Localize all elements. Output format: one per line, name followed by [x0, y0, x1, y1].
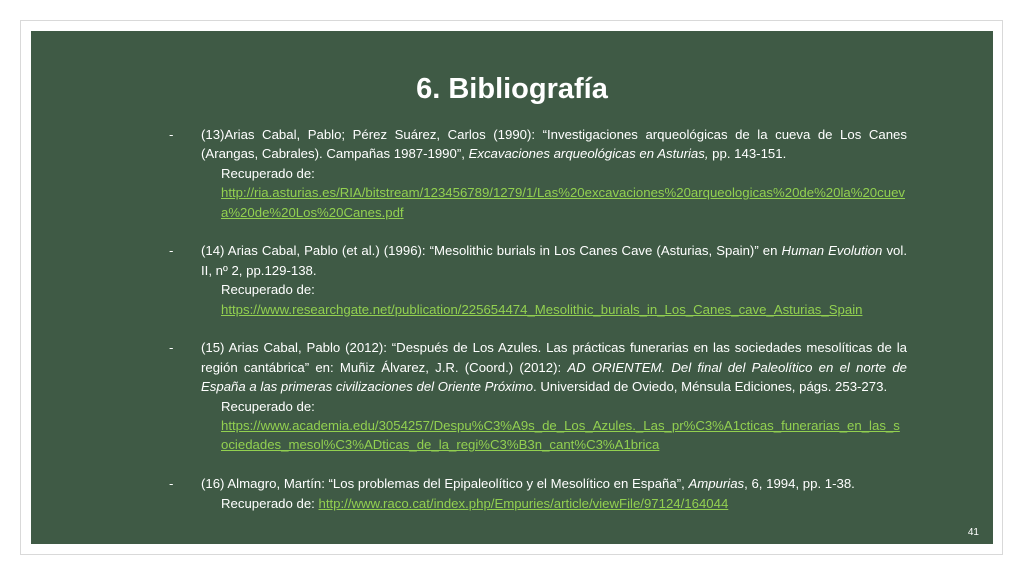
bibliography-entry-15	[169, 338, 907, 454]
recuperado-label: Recuperado de:	[221, 282, 315, 298]
citation-part: (16) Almagro, Martín: “Los problemas del Epipaleolítico y el Mesolítico en España”,	[201, 476, 689, 492]
recuperado-label: Recuperado de:	[221, 165, 315, 181]
recuperado-label: Recuperado de:	[221, 495, 319, 511]
source-link[interactable]: https://www.researchgate.net/publication/225654474_Mesolithic_burials_in_Los_Canes_cave_Asturias_Spain	[221, 301, 863, 317]
list-dash: -	[169, 476, 174, 492]
citation-italic: AD ORIENTEM. Del final del Paleolítico en el norte de España a las primeras civilizaciones del Oriente Próximo	[201, 359, 907, 395]
source-link[interactable]: http://www.raco.cat/index.php/Empuries/article/viewFile/97124/164044	[318, 495, 729, 511]
citation-italic: Human Evolution	[781, 243, 883, 259]
source-link[interactable]: http://ria.asturias.es/RIA/bitstream/123456789/1279/1/Las%20excavaciones%20arqueologicas%20de%20la%20cueva%20de%20Los%20Canes.pdf	[221, 185, 905, 220]
citation-text	[201, 125, 907, 164]
recuperado-line	[201, 494, 907, 513]
citation-part: . Universidad de Oviedo, Ménsula Ediciones, págs. 253-273.	[533, 379, 888, 395]
slide	[31, 31, 993, 544]
source-link[interactable]: https://www.academia.edu/3054257/Despu%C3%A9s_de_Los_Azules._Las_pr%C3%A1cticas_funerarias_en_las_sociedades_mesol%C3%ADticas_de_la_regi%C3%B3n_cant%C3%A1brica	[221, 418, 900, 453]
citation-part: , 6, 1994, pp. 1-38.	[744, 476, 855, 492]
bibliography-entry-14	[169, 241, 907, 319]
bibliography-list	[169, 125, 907, 513]
recuperado-label: Recuperado de:	[221, 398, 315, 414]
citation-text	[201, 241, 907, 280]
list-dash: -	[169, 340, 174, 356]
bibliography-entry-16	[169, 474, 907, 513]
citation-part: (14) Arias Cabal, Pablo (et al.) (1996): “Mesolithic burials in Los Canes Cave (Asturias, Spain)” en	[201, 243, 782, 259]
bibliography-entry-13	[169, 125, 907, 222]
citation-part: vol. II, nº 2, pp.129-138.	[201, 243, 907, 278]
citation-italic: Excavaciones arqueológicas en Asturias,	[468, 146, 709, 162]
citation-italic: Ampurias	[688, 476, 745, 492]
list-dash: -	[169, 243, 174, 259]
slide-title: 6. Bibliografía	[416, 73, 608, 105]
citation-text	[201, 474, 907, 493]
citation-text	[201, 338, 907, 396]
citation-part: (13)Arias Cabal, Pablo; Pérez Suárez, Carlos (1990): “Investigaciones arqueológicas de la cueva de Los Canes (Arangas, Cabrales). Campañas 1987-1990”,	[201, 127, 907, 162]
page-number: 41	[967, 527, 979, 538]
citation-part: pp. 143-151.	[708, 146, 787, 162]
citation-part: (15) Arias Cabal, Pablo (2012): “Después de Los Azules. Las prácticas funerarias en las sociedades mesolíticas de la región cantábrica” en: Muñiz Álvarez, J.R. (Coord.) (2012):	[201, 340, 907, 375]
list-dash: -	[169, 127, 174, 142]
